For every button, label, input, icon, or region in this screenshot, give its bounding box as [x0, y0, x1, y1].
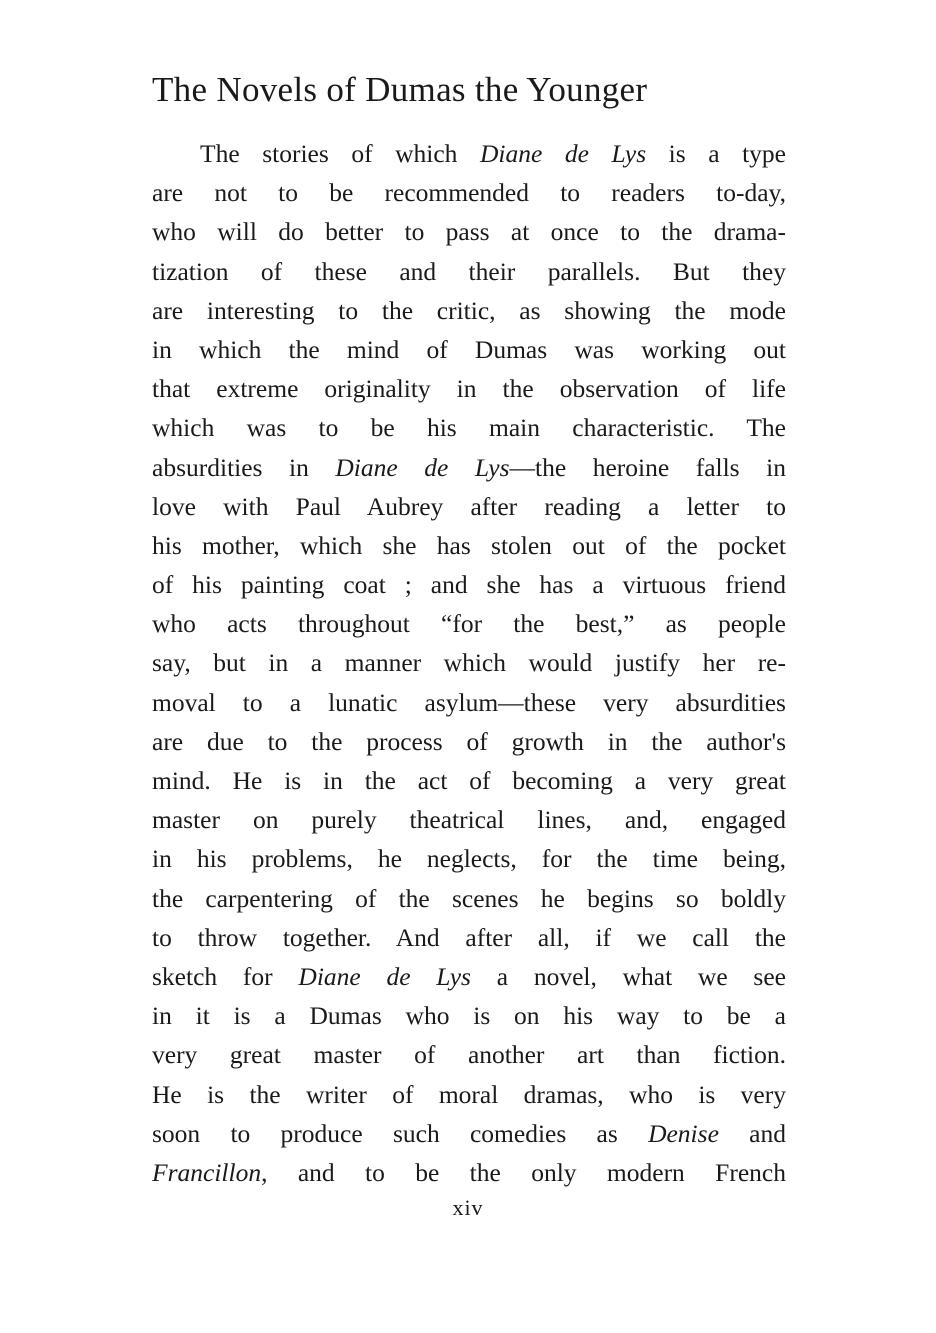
- text-run: in which the mind of Dumas was working out: [152, 334, 786, 364]
- text-line: [152, 291, 786, 330]
- text-line: [152, 565, 786, 604]
- text-line: [152, 722, 786, 761]
- text-line: [152, 173, 786, 212]
- text-run: of his painting coat ; and she has a virtuous friend: [152, 570, 786, 600]
- running-head: The Novels of Dumas the Younger: [152, 70, 648, 109]
- text-line: [152, 839, 786, 878]
- text-run: love with Paul Aubrey after reading a letter to: [152, 491, 786, 521]
- text-run: very great master of another art than fiction.: [152, 1040, 786, 1070]
- text-run: who acts throughout “for the best,” as people: [152, 609, 786, 639]
- text-run: the carpentering of the scenes he begins so boldly: [152, 883, 786, 913]
- text-line: [152, 330, 786, 369]
- text-line: [152, 643, 786, 682]
- text-run: The stories of which: [200, 139, 480, 168]
- text-run: are due to the process of growth in the author's: [152, 726, 786, 756]
- text-line: [152, 408, 786, 447]
- text-line: [152, 761, 786, 800]
- text-line: [152, 487, 786, 526]
- text-line: [152, 996, 786, 1035]
- text-line: [152, 1075, 786, 1114]
- text-line: [152, 957, 786, 996]
- text-line: [152, 369, 786, 408]
- text-run: moval to a lunatic asylum—these very absurdities: [152, 687, 786, 717]
- text-run: and: [718, 1118, 786, 1148]
- text-line: [152, 1114, 786, 1153]
- italic-title: Diane de Lys: [479, 139, 647, 168]
- text-line: [152, 1035, 786, 1074]
- italic-title: Denise: [648, 1118, 719, 1148]
- text-run: to throw together. And after all, if we call the: [152, 922, 786, 952]
- text-run: absurdities in: [152, 452, 336, 482]
- text-run: say, but in a manner which would justify her re-: [152, 648, 786, 678]
- text-line: [152, 918, 786, 957]
- text-run: which was to be his main characteristic. The: [152, 413, 786, 443]
- text-run: tization of these and their parallels. But they: [152, 256, 786, 286]
- text-run: are not to be recommended to readers to-day,: [152, 178, 786, 208]
- text-run: —the heroine falls in: [509, 452, 786, 482]
- text-line: [152, 1153, 786, 1192]
- page-number: xiv: [452, 1195, 484, 1220]
- text-run: are interesting to the critic, as showing the mode: [152, 295, 786, 325]
- text-line: [152, 134, 786, 173]
- text-line: [152, 448, 786, 487]
- text-line: [152, 800, 786, 839]
- text-line: [152, 683, 786, 722]
- text-line: [152, 212, 786, 251]
- text-run: sketch for: [152, 961, 299, 991]
- text-line: [152, 526, 786, 565]
- text-line: [152, 252, 786, 291]
- text-run: He is the writer of moral dramas, who is very: [152, 1079, 786, 1109]
- text-line: [152, 604, 786, 643]
- body-text: [152, 134, 786, 1192]
- italic-title: Francillon: [152, 1157, 262, 1187]
- text-run: a novel, what we see: [470, 961, 786, 991]
- text-run: who will do better to pass at once to the drama-: [152, 217, 786, 247]
- text-run: in his problems, he neglects, for the time being,: [152, 844, 786, 874]
- italic-title: Diane de Lys: [298, 961, 471, 991]
- italic-title: Diane de Lys: [335, 452, 510, 482]
- text-run: mind. He is in the act of becoming a very great: [152, 766, 786, 795]
- text-run: master on purely theatrical lines, and, engaged: [152, 805, 786, 835]
- text-run: is a type: [646, 139, 786, 168]
- text-run: soon to produce such comedies as: [152, 1118, 649, 1148]
- text-run: , and to be the only modern French: [261, 1157, 786, 1187]
- text-run: his mother, which she has stolen out of the pocket: [152, 530, 786, 560]
- text-line: [152, 879, 786, 918]
- text-run: in it is a Dumas who is on his way to be a: [152, 1001, 786, 1031]
- text-run: that extreme originality in the observation of life: [152, 374, 786, 404]
